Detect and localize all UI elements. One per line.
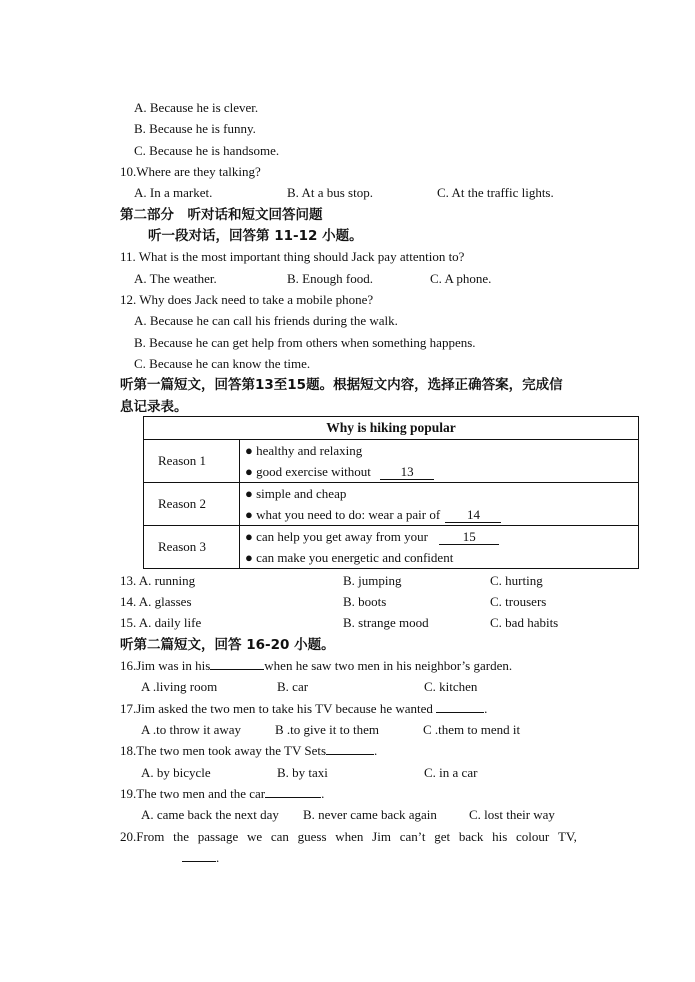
answer-blank-17[interactable] — [436, 712, 484, 713]
bullet-item: ● can make you energetic and confident — [245, 550, 454, 565]
q16-option-c: C. kitchen — [424, 679, 478, 694]
q13-option-b: B. jumping — [343, 573, 402, 588]
answer-blank-13[interactable]: 13 — [380, 465, 434, 480]
answer-blank-20[interactable] — [182, 861, 216, 862]
q9-option-c: C. Because he is handsome. — [134, 143, 280, 158]
q19-option-a: A. came back the next day — [141, 807, 279, 822]
q20-stem-continued: . — [182, 850, 219, 866]
q15-option-c: C. bad habits — [490, 615, 559, 630]
q10-stem: 10.Where are they talking? — [120, 164, 261, 179]
q17-option-a: A .to throw it away — [141, 722, 242, 737]
q18-option-c: C. in a car — [424, 765, 478, 780]
q9-option-b: B. Because he is funny. — [134, 121, 256, 136]
answer-blank-18[interactable] — [326, 754, 374, 755]
q9-option-a: A. Because he is clever. — [134, 100, 259, 115]
part2-subtitle: 听一段对话，回答第 11-12 小题。 — [148, 228, 363, 244]
q10-option-b: B. At a bus stop. — [287, 185, 373, 200]
q13-option-a: 13. A. running — [120, 573, 196, 588]
part2-title: 第二部分 听对话和短文回答问题 — [120, 207, 323, 223]
q12-option-b: B. Because he can get help from others when something happens. — [134, 335, 476, 350]
q19-option-c: C. lost their way — [469, 807, 555, 822]
q14-option-c: C. trousers — [490, 594, 547, 609]
reason-label: Reason 2 — [144, 483, 240, 526]
q13-option-c: C. hurting — [490, 573, 543, 588]
bullet-item: ● can help you get away from your — [245, 529, 428, 544]
q10-option-c: C. At the traffic lights. — [437, 185, 554, 200]
answer-blank-19[interactable] — [265, 797, 321, 798]
hiking-info-table — [143, 416, 639, 569]
bullet-item: ● what you need to do: wear a pair of — [245, 507, 441, 522]
q11-option-b: B. Enough food. — [287, 271, 373, 286]
passage2-title: 听第二篇短文，回答 16-20 小题。 — [120, 637, 335, 653]
q14-option-b: B. boots — [343, 594, 387, 609]
q12-option-a: A. Because he can call his friends during the walk. — [134, 313, 398, 328]
table-row — [144, 440, 639, 483]
answer-blank-15[interactable]: 15 — [439, 530, 499, 545]
q16-option-b: B. car — [277, 679, 309, 694]
q12-option-c: C. Because he can know the time. — [134, 356, 311, 371]
q15-option-a: 15. A. daily life — [120, 615, 202, 630]
q20-stem: 20.From the passage we can guess when Jim can’t get back his colour TV, — [120, 829, 577, 844]
table-title: Why is hiking popular — [144, 417, 639, 440]
reason-label: Reason 3 — [144, 526, 240, 569]
q10-option-a: A. In a market. — [134, 185, 213, 200]
q16-stem: 16.Jim was in his when he saw two men in his neighbor’s garden. — [120, 658, 513, 673]
q19-option-b: B. never came back again — [303, 807, 437, 822]
bullet-item: ● healthy and relaxing — [245, 443, 363, 458]
bullet-item: ● simple and cheap — [245, 486, 347, 501]
q11-option-c: C. A phone. — [430, 271, 492, 286]
passage1-instruction-line1: 听第一篇短文，回答第13至15题。根据短文内容，选择正确答案，完成信 — [120, 377, 563, 393]
q15-option-b: B. strange mood — [343, 615, 429, 630]
q11-stem: 11. What is the most important thing should Jack pay attention to? — [120, 249, 465, 264]
q16-option-a: A .living room — [141, 679, 218, 694]
q19-stem: 19.The two men and the car . — [120, 786, 325, 801]
reason-label: Reason 1 — [144, 440, 240, 483]
q18-option-a: A. by bicycle — [141, 765, 211, 780]
q11-option-a: A. The weather. — [134, 271, 217, 286]
q17-option-c: C .them to mend it — [423, 722, 521, 737]
passage1-instruction-line2: 息记录表。 — [120, 399, 188, 415]
table-row — [144, 483, 639, 526]
bullet-item: ● good exercise without — [245, 464, 371, 479]
q18-stem: 18.The two men took away the TV Sets . — [120, 743, 378, 758]
answer-blank-16[interactable] — [210, 669, 264, 670]
table-row — [144, 526, 639, 569]
q14-option-a: 14. A. glasses — [120, 594, 192, 609]
q17-option-b: B .to give it to them — [275, 722, 379, 737]
q18-option-b: B. by taxi — [277, 765, 328, 780]
answer-blank-14[interactable]: 14 — [445, 508, 501, 523]
q12-stem: 12. Why does Jack need to take a mobile phone? — [120, 292, 374, 307]
q17-stem: 17.Jim asked the two men to take his TV because he wanted . — [120, 701, 488, 716]
